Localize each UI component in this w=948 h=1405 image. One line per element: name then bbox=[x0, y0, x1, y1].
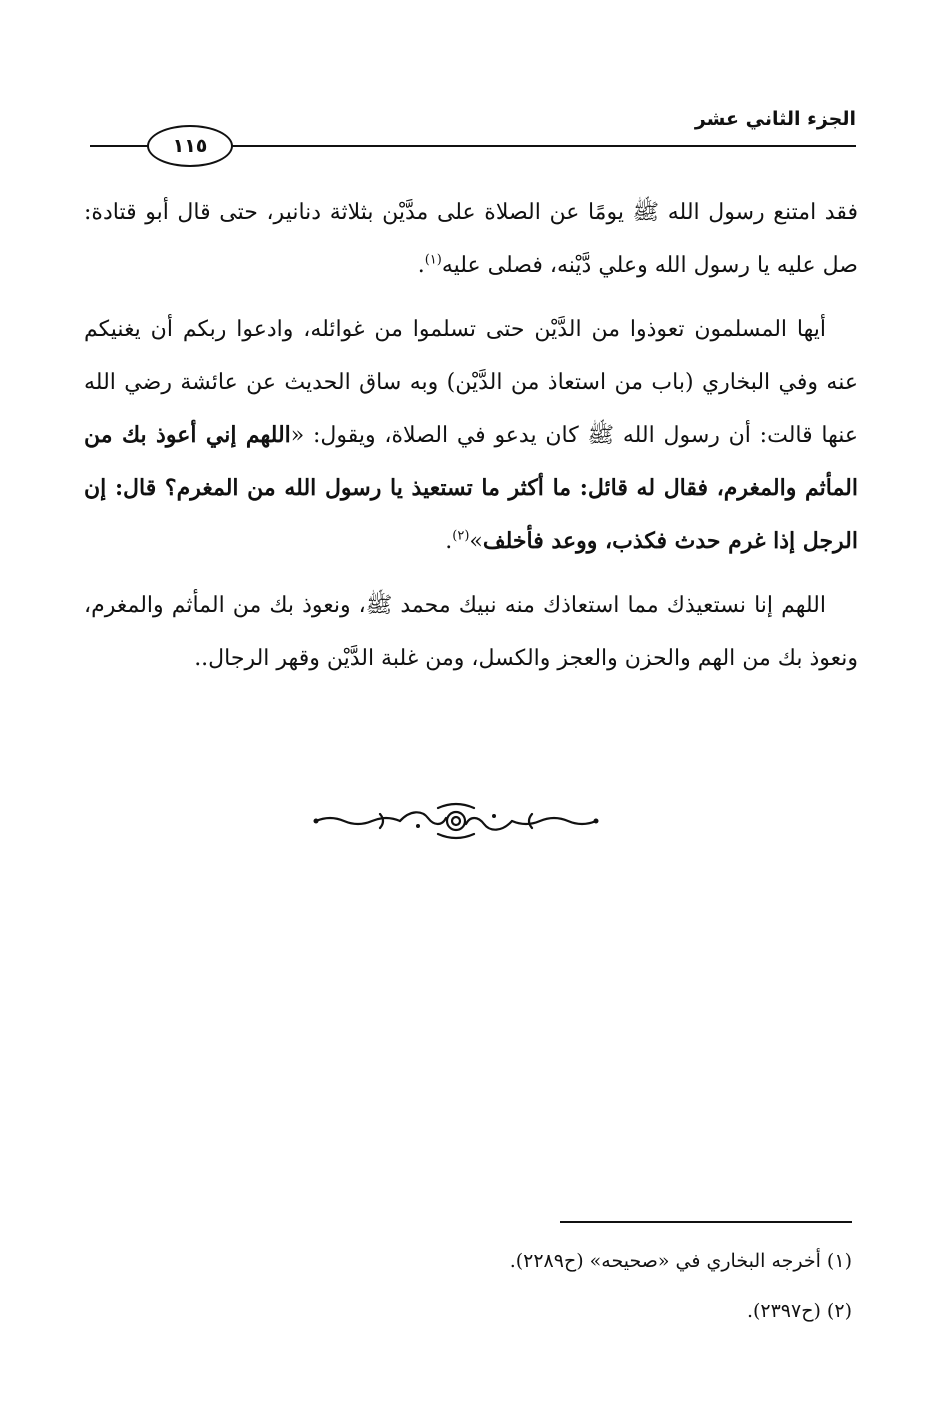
page-number: ١١٥ bbox=[147, 125, 233, 167]
footnote-rule bbox=[560, 1221, 852, 1223]
footnote-ref-1[interactable]: (١) bbox=[424, 252, 442, 268]
footnotes bbox=[300, 1236, 852, 1336]
footnote-ref-2[interactable]: (٢) bbox=[452, 528, 470, 544]
paragraph-1-text: فقد امتنع رسول الله ﷺ يومًا عن الصلاة على مدَّيْن بثلاثة دنانير، حتى قال أبو قتادة: صل عليه يا رسول الله وعلي دَّيْنه، فصلى عليه bbox=[84, 200, 858, 278]
footnote-2: (٢) (ح٢٣٩٧). bbox=[746, 1300, 852, 1322]
paragraph-2-text: أيها المسلمون تعوذوا من الدَّيْن حتى تسلموا من غوائله، وادعوا ربكم أن يغنيكم عنه وفي البخاري (باب من استعاذ من الدَّيْن) وبه ساق الحديث عن عائشة رضي الله عنها قالت: أن رسول الله ﷺ كان يدعو في الصلاة، ويقول: « bbox=[84, 317, 858, 448]
hadith-quote: اللهم إني أعوذ بك من المأثم والمغرم، فقال له قائل: ما أكثر ما تستعيذ يا رسول الله من المغرم؟ قال: إن الرجل إذا غرم حدث فكذب، ووعد فأخلف bbox=[84, 422, 858, 554]
paragraph-1-end: . bbox=[417, 253, 425, 278]
section-divider-ornament bbox=[310, 802, 602, 840]
paragraph-3 bbox=[84, 579, 858, 685]
quote-close: » bbox=[469, 529, 483, 554]
paragraph-3-text: اللهم إنا نستعيذك مما استعاذك منه نبيك محمد ﷺ، ونعوذ بك من المأثم والمغرم، ونعوذ بك من الهم والحزن والعجز والكسل، ومن غلبة الدَّيْن وقهر الرجال.. bbox=[84, 593, 858, 671]
paragraph-1 bbox=[84, 186, 858, 292]
main-text bbox=[84, 186, 858, 696]
paragraph-2-end: . bbox=[445, 529, 453, 554]
paragraph-2 bbox=[84, 303, 858, 568]
running-header-title: الجزء الثاني عشر bbox=[694, 108, 856, 130]
footnote-1: (١) أخرجه البخاري في «صحيحه» (ح٢٢٨٩). bbox=[509, 1250, 852, 1272]
